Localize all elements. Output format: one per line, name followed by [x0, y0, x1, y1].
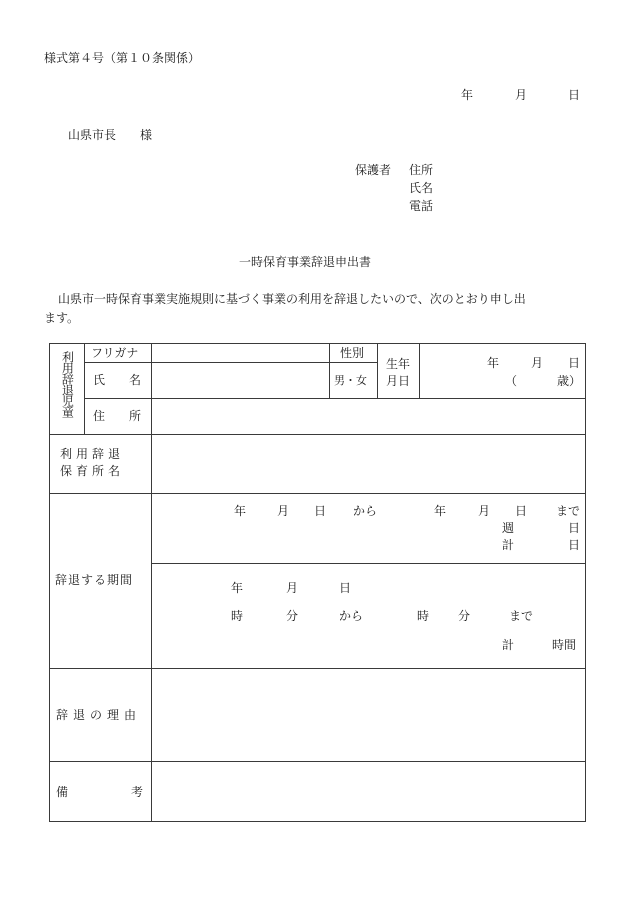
- remarks-label: [56, 786, 143, 798]
- period-day: 日: [314, 504, 327, 518]
- daily-from: から: [339, 609, 364, 623]
- rule-child-label: [84, 343, 85, 434]
- addressee: 山県市長 様: [68, 128, 153, 142]
- body-text-line1: 山県市一時保育事業実施規則に基づく事業の利用を辞退したいので、次のとおり申し出: [58, 292, 526, 306]
- birth-label-2: 月日: [386, 374, 411, 388]
- age-close: 歳）: [557, 374, 582, 388]
- total-hours-unit: 時間: [552, 638, 577, 652]
- form-table: [49, 343, 586, 822]
- document-title: 一時保育事業辞退申出書: [239, 255, 372, 269]
- remarks-label-1: 備: [56, 785, 69, 799]
- date-year: 年: [461, 88, 474, 102]
- table-border-left: [49, 343, 50, 822]
- period-from: から: [353, 504, 378, 518]
- rule-sex-right: [377, 343, 378, 398]
- sex-label: 性別: [340, 346, 365, 360]
- child-section-label: 利用辞退児童: [60, 351, 75, 417]
- reason-label: 辞退の理由: [56, 708, 142, 722]
- rule-period-mid: [151, 563, 585, 564]
- total-days-unit: 日: [568, 538, 581, 552]
- total-days-label: 計: [502, 538, 515, 552]
- period-label: 辞退する期間: [55, 573, 134, 587]
- rule-child-section: [49, 434, 586, 435]
- nursery-label-line1: 利用辞退: [60, 447, 125, 461]
- sex-options: 男・女: [334, 374, 367, 387]
- rule-label-column: [151, 343, 152, 822]
- date-day: 日: [568, 88, 581, 102]
- date-month: 月: [515, 88, 528, 102]
- name-label-1: 氏: [93, 373, 106, 387]
- rule-period: [49, 668, 586, 669]
- period-year-end: 年: [434, 504, 447, 518]
- remarks-label-2: 考: [130, 785, 143, 799]
- period-until: まで: [556, 504, 581, 518]
- table-border-bottom: [49, 821, 586, 822]
- address-label: [93, 410, 141, 422]
- birth-month-unit: 月: [531, 356, 544, 370]
- address-label-1: 住: [93, 409, 106, 423]
- table-border-right: [585, 343, 586, 822]
- total-hours-label: 計: [502, 638, 515, 652]
- rule-nursery: [49, 493, 586, 494]
- guardian-address-label: 住所: [409, 163, 434, 177]
- rule-reason: [49, 761, 586, 762]
- guardian-name-label: 氏名: [409, 181, 434, 195]
- birth-label-1: 生年: [386, 357, 411, 371]
- body-text-line2: ます。: [44, 311, 80, 325]
- furigana-label: フリガナ: [91, 346, 139, 360]
- nursery-label-line2: 保育所名: [60, 464, 125, 478]
- guardian-label: 保護者: [355, 163, 392, 177]
- rule-furigana: [84, 362, 329, 363]
- period-month-end: 月: [478, 504, 491, 518]
- name-label-2: 名: [128, 373, 141, 387]
- rule-sex-label: [329, 362, 377, 363]
- guardian-phone-label: 電話: [409, 199, 434, 213]
- name-label: [93, 374, 141, 386]
- rule-sex-left: [329, 343, 330, 398]
- birth-year-unit: 年: [487, 356, 500, 370]
- birth-day-unit: 日: [568, 356, 581, 370]
- daily-hour-end: 時: [417, 609, 430, 623]
- rule-birth-right: [419, 343, 420, 398]
- table-border-top: [49, 343, 586, 344]
- daily-until: まで: [509, 609, 534, 623]
- daily-minute-end: 分: [458, 609, 471, 623]
- daily-year: 年: [231, 581, 244, 595]
- address-label-2: 所: [128, 409, 141, 423]
- weeks-label: 週: [502, 521, 515, 535]
- period-day-end: 日: [515, 504, 528, 518]
- period-year: 年: [234, 504, 247, 518]
- rule-name-row: [84, 398, 585, 399]
- daily-day: 日: [339, 581, 352, 595]
- daily-month: 月: [286, 581, 299, 595]
- daily-hour: 時: [231, 609, 244, 623]
- period-month: 月: [277, 504, 290, 518]
- form-number: 様式第４号（第１０条関係）: [44, 51, 201, 65]
- daily-minute: 分: [286, 609, 299, 623]
- weeks-unit: 日: [568, 521, 581, 535]
- age-open: （: [505, 374, 518, 388]
